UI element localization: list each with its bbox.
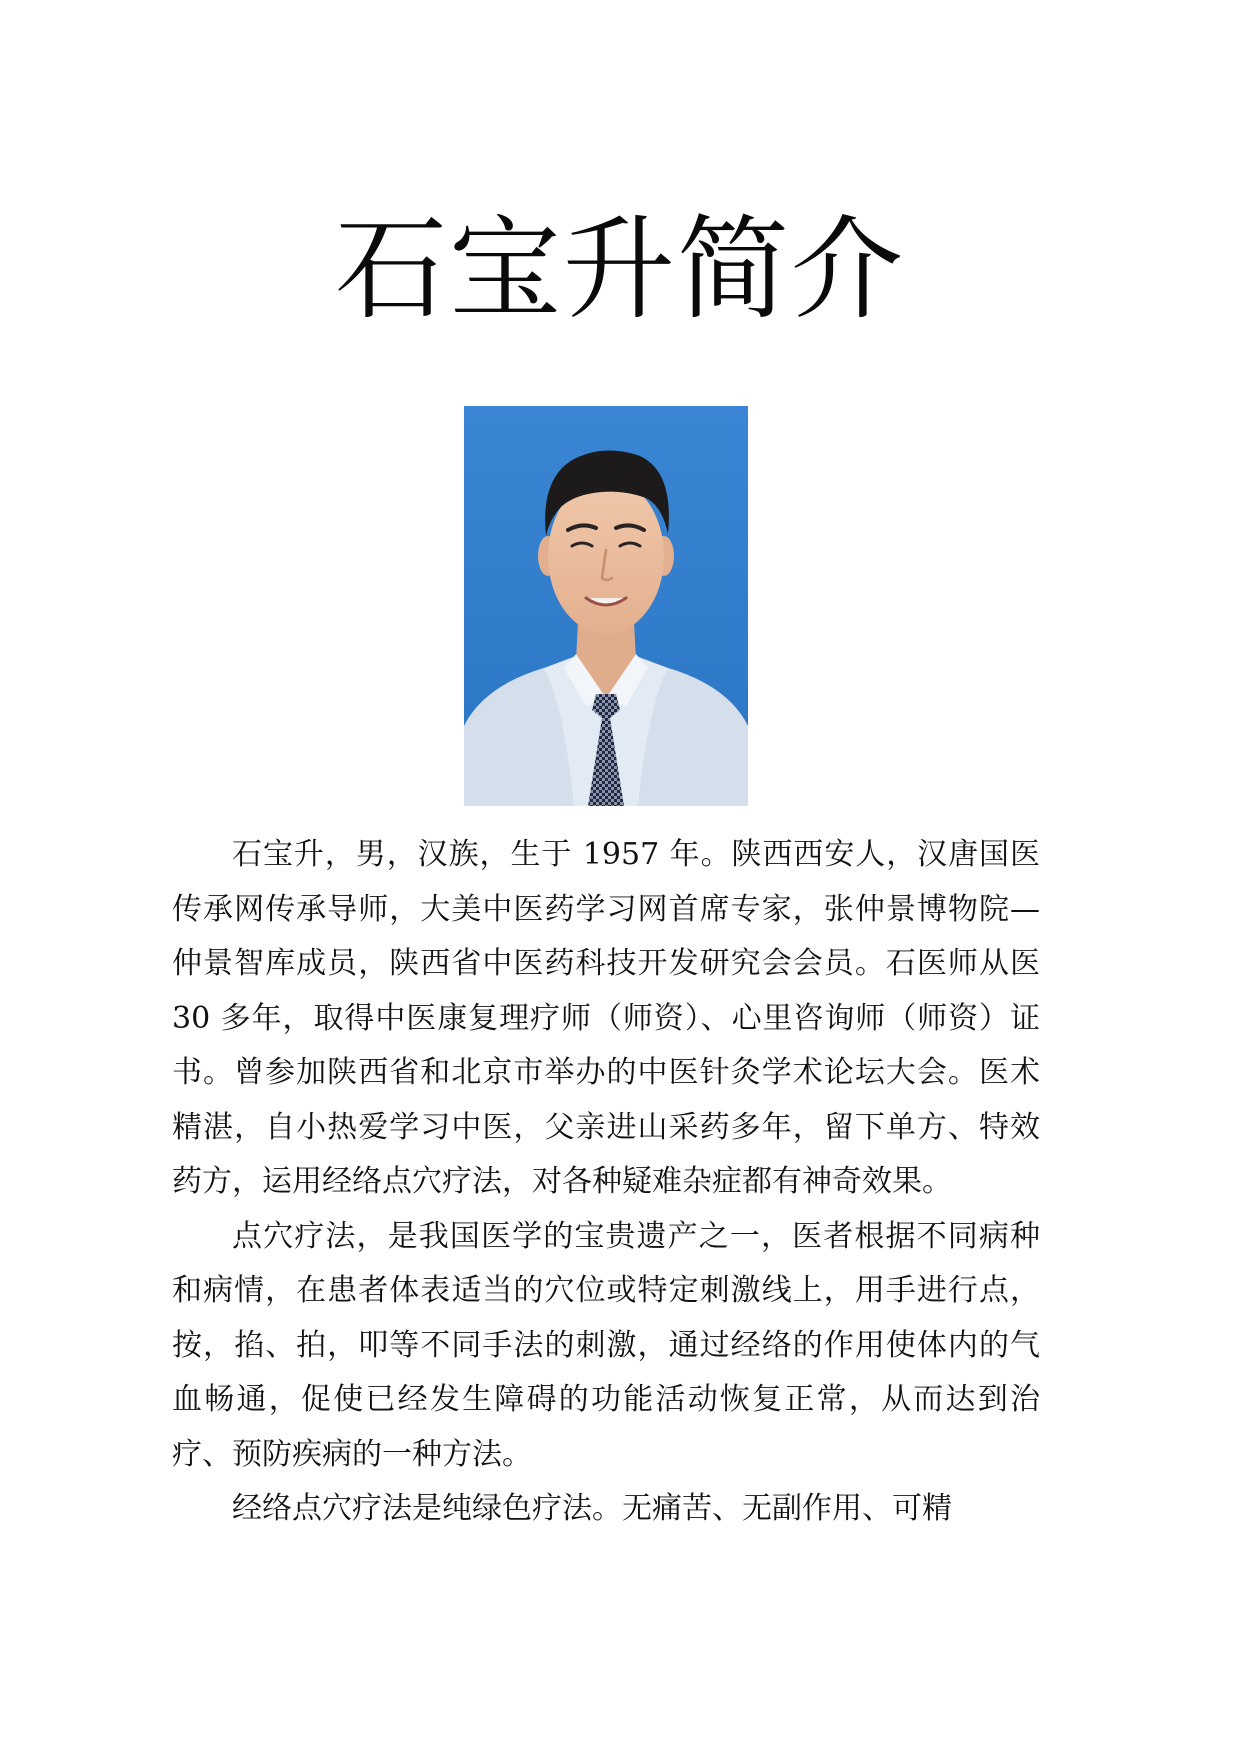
paragraph-green-therapy: 经络点穴疗法是纯绿色疗法。无痛苦、无副作用、可精 bbox=[232, 1491, 952, 1526]
paragraph-acupressure: 点穴疗法，是我国医学的宝贵遗产之一，医者根据不同病种和病情，在患者体表适当的穴位或特定刺激线上，用手进行点，按，掐、拍，叩等不同手法的刺激，通过经络的作用使体内的气血畅通，促使已经发生障碍的功能活动恢复正常，从而达到治疗、预防疾病的一种方法。 bbox=[172, 1218, 1040, 1472]
paragraph-intro: 石宝升，男，汉族，生于 1957 年。陕西西安人，汉唐国医传承网传承导师，大美中医药学习网首席专家，张仲景博物院—仲景智库成员，陕西省中医药科技开发研究会会员。石医师从医 30 多年，取得中医康复理疗师（师资）、心里咨询师（师资）证书。曾参加陕西省和北京市举办的中医针灸学术论坛大会。医术精湛，自小热爱学习中医，父亲进山采药多年，留下单方、特效药方，运用经络点穴疗法，对各种疑难杂症都有神奇效果。 bbox=[172, 837, 1040, 1199]
portrait-photo bbox=[464, 406, 748, 806]
page-title: 石宝升简介 bbox=[335, 205, 905, 335]
biography-text bbox=[172, 828, 1040, 1537]
